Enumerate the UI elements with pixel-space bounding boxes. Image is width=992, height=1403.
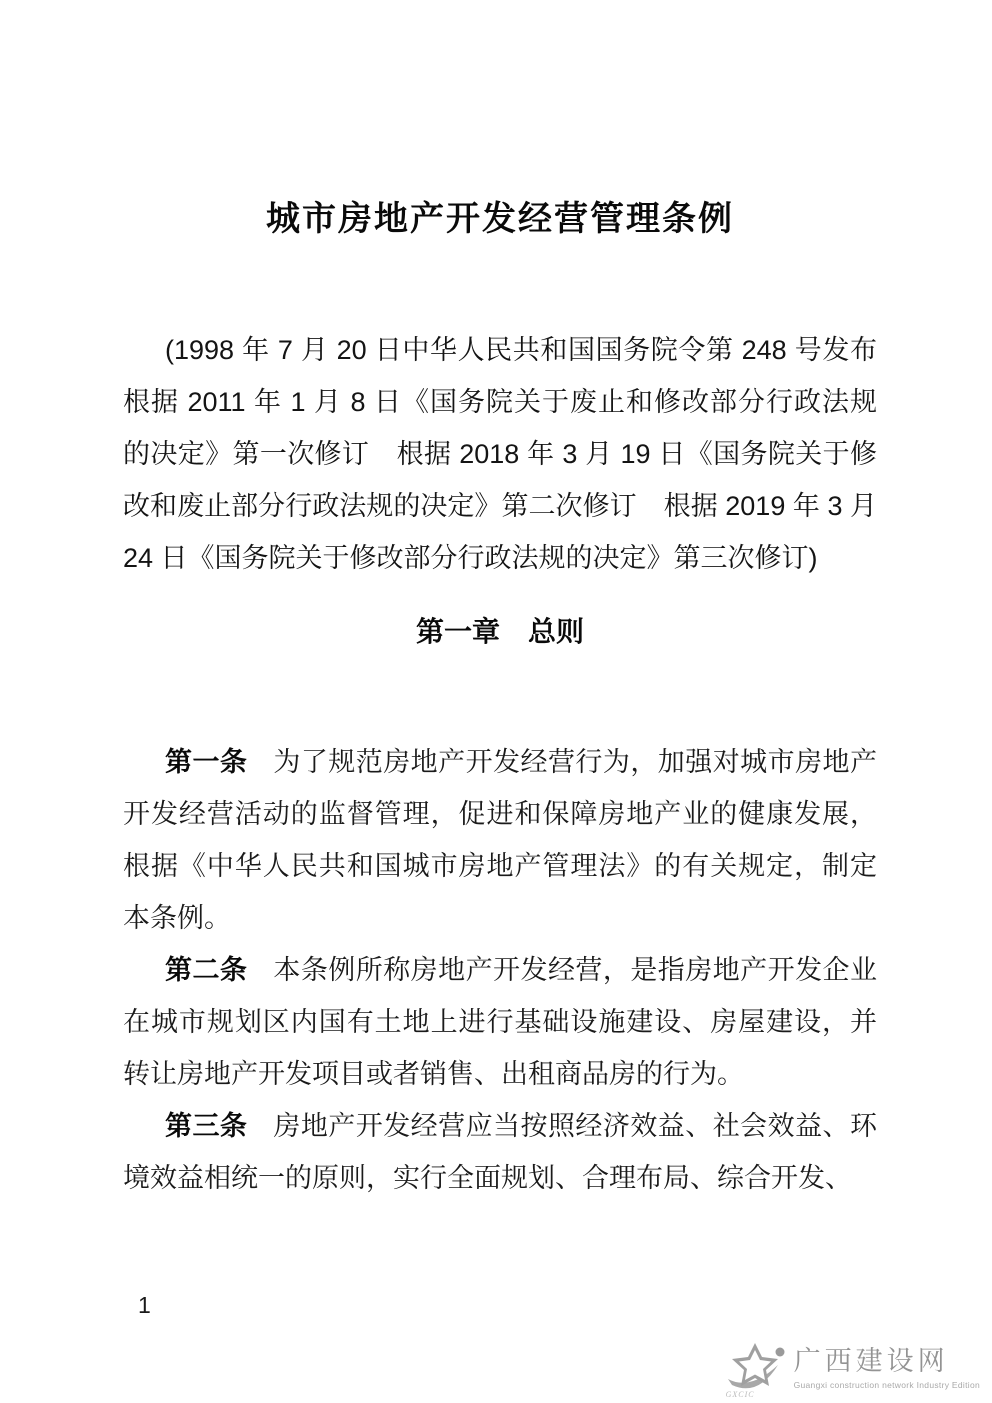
article-3-label: 第三条 (165, 1111, 248, 1141)
watermark-logo (724, 1337, 980, 1401)
article-1-text: 为了规范房地产开发经营行为，加强对城市房地产开发经营活动的监督管理，促进和保障房地产业的健康发展，根据《中华人民共和国城市房地产管理法》的有关规定，制定本条例。 (123, 747, 877, 933)
document-title: 城市房地产开发经营管理条例 (266, 200, 734, 238)
star-caption-text: GXCIC (725, 1390, 755, 1399)
watermark-text-block (794, 1337, 980, 1390)
watermark-site-name: 广西建设网 (793, 1346, 949, 1376)
article-2-text: 本条例所称房地产开发经营，是指房地产开发企业在城市规划区内国有土地上进行基础设施建设、房屋建设，并转让房地产开发项目或者销售、出租商品房的行为。 (123, 955, 877, 1089)
article-paragraph-2 (123, 944, 877, 1100)
watermark-subtitle: Guangxi construction network Industry Edition (793, 1380, 980, 1390)
page-number: 1 (138, 1292, 151, 1318)
article-paragraph-1 (123, 736, 877, 944)
article-3-text: 房地产开发经营应当按照经济效益、社会效益、环境效益相统一的原则，实行全面规划、合理布局、综合开发、 (123, 1111, 877, 1193)
article-2-label: 第二条 (165, 955, 248, 985)
articles-section (123, 736, 877, 1204)
chapter-heading: 第一章 总则 (415, 616, 584, 647)
article-1-label: 第一条 (165, 747, 248, 777)
star-icon (724, 1339, 786, 1401)
preamble-paragraph: (1998 年 7 月 20 日中华人民共和国国务院令第 248 号发布 根据 2011 年 1 月 8 日《国务院关于废止和修改部分行政法规的决定》第一次修订 根据 2018 年 3 月 19 日《国务院关于修改和废止部分行政法规的决定》第二次修订 根据 2019 年 3 月 24 日《国务院关于修改部分行政法规的决定》第三次修订) (123, 335, 904, 573)
article-paragraph-3 (123, 1100, 877, 1204)
